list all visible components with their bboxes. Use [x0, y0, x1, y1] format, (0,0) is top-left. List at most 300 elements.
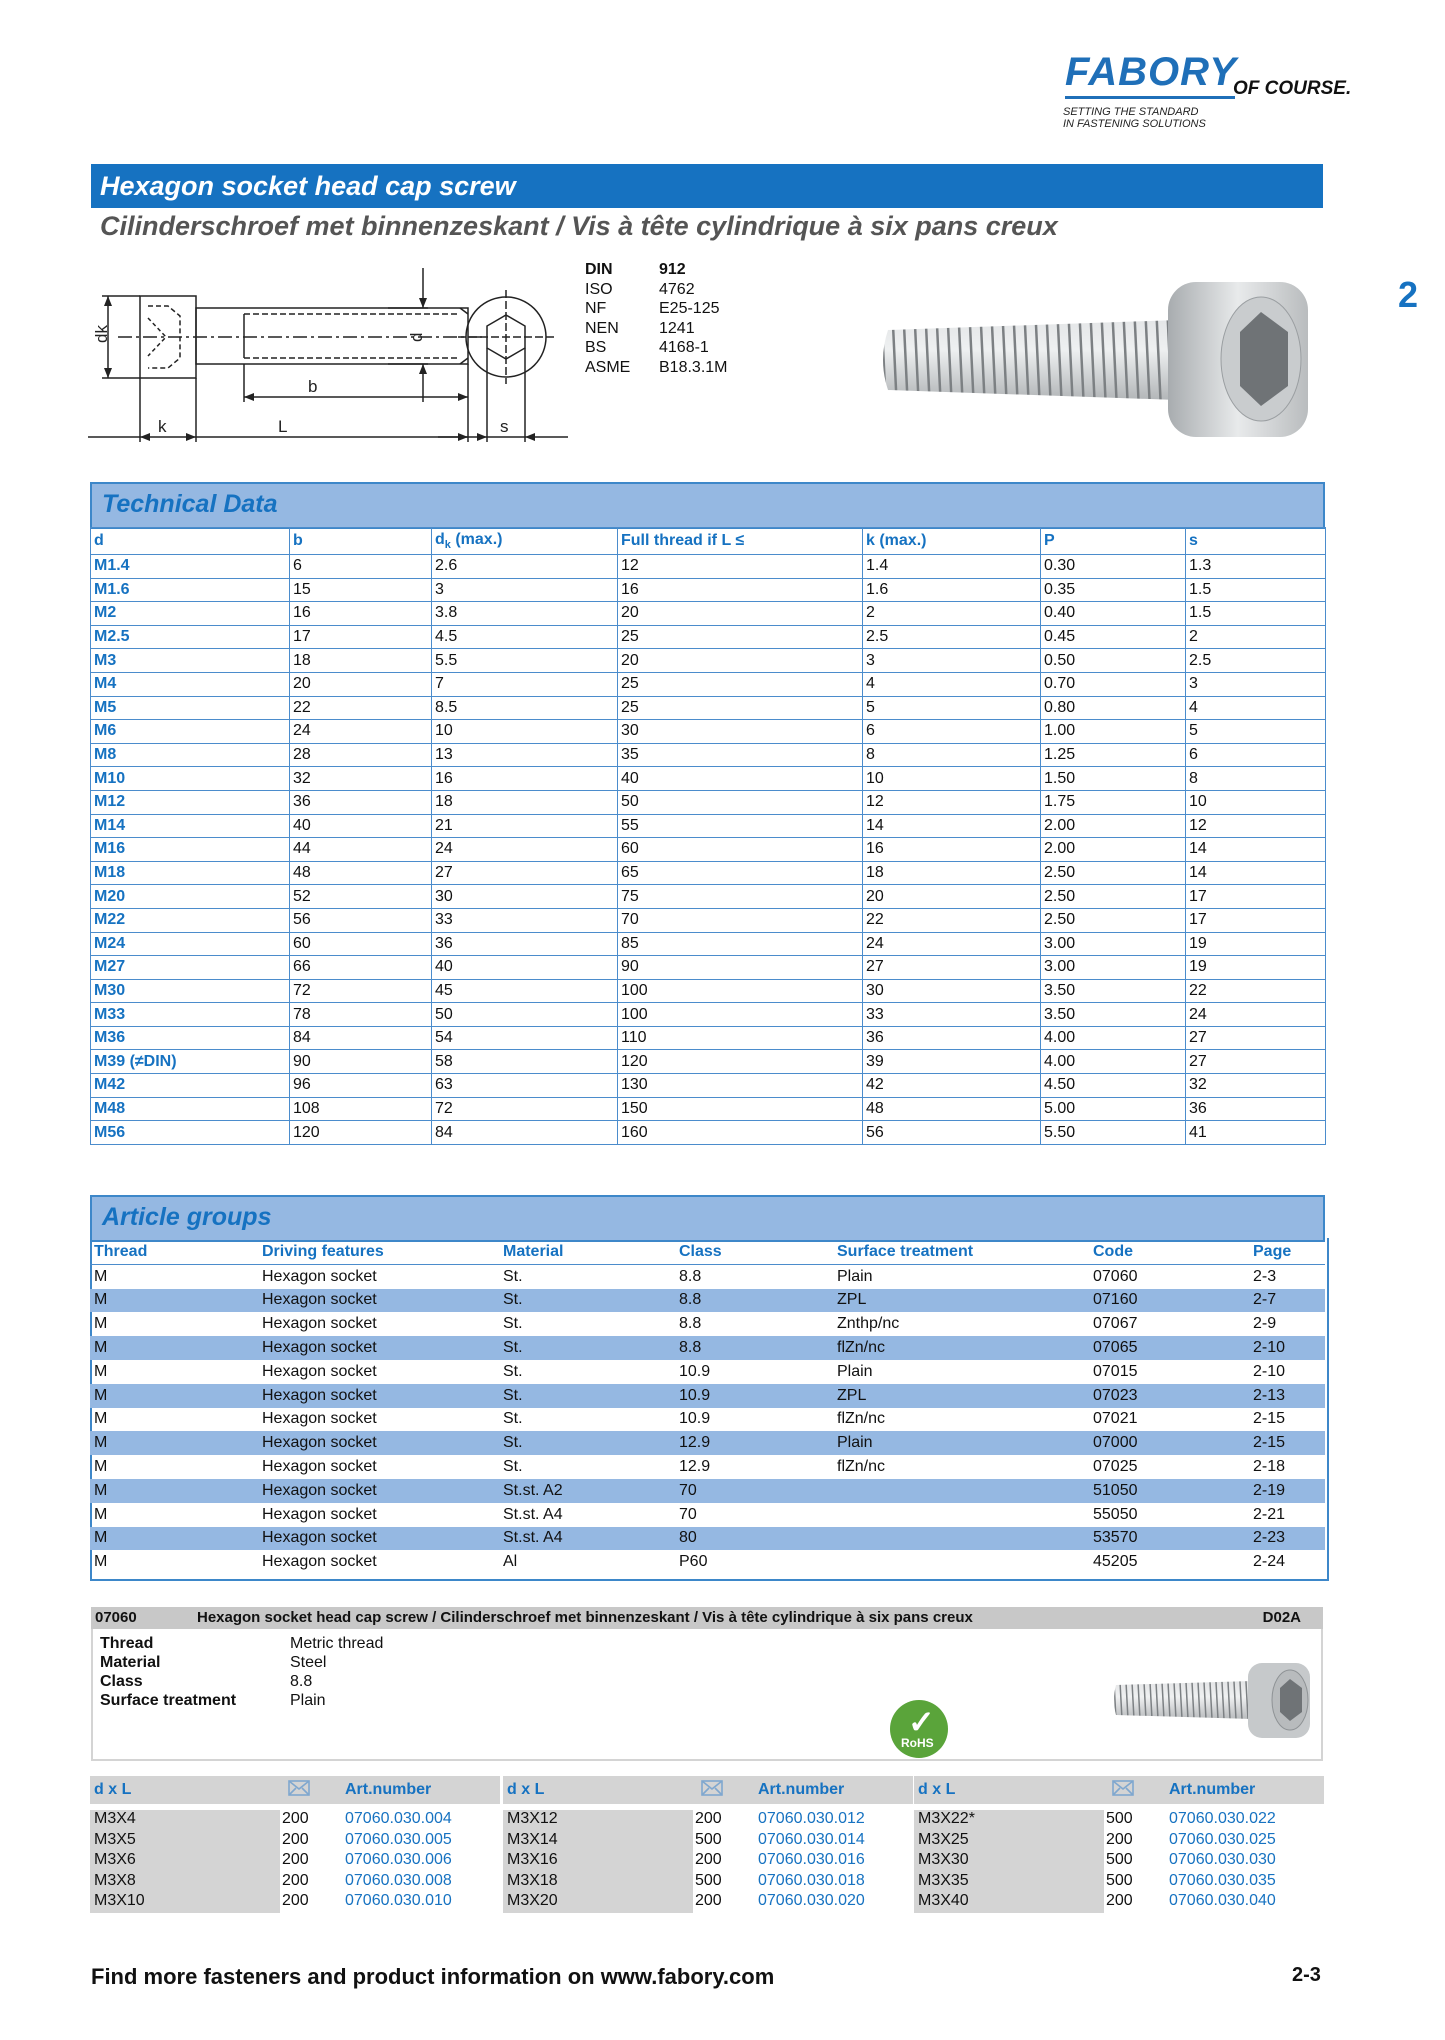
table-cell: 33 [863, 1003, 1041, 1027]
table-cell: M42 [91, 1074, 290, 1098]
table-cell: M14 [91, 814, 290, 838]
table-cell: 1.75 [1041, 790, 1186, 814]
section-number: 2 [1398, 274, 1419, 315]
table-cell: 19 [1186, 932, 1326, 956]
label-d: d [407, 332, 426, 342]
logo-tagline-line-1: SETTING THE STANDARD [1063, 106, 1199, 118]
table-cell: Hexagon socket [258, 1384, 499, 1408]
table-cell: 0.30 [1041, 555, 1186, 579]
table-row [91, 1121, 1326, 1145]
table-cell: 3.50 [1041, 1003, 1186, 1027]
list-item[interactable] [914, 1872, 1324, 1893]
size-header: d x L [507, 1781, 545, 1798]
table-cell: 84 [290, 1026, 432, 1050]
table-row[interactable] [90, 1455, 1325, 1479]
table-cell: 150 [618, 1097, 863, 1121]
table-cell: ZPL [833, 1384, 1089, 1408]
technical-drawing [88, 252, 578, 452]
property-row [100, 1634, 383, 1653]
label-s: s [500, 417, 509, 436]
table-cell: 65 [618, 861, 863, 885]
art-number-link[interactable]: 07060.030.022 [1169, 1810, 1276, 1827]
table-cell: M18 [91, 861, 290, 885]
table-cell: 2.50 [1041, 885, 1186, 909]
table-cell: Hexagon socket [258, 1431, 499, 1455]
table-cell: M2.5 [91, 625, 290, 649]
article-number-header [90, 1776, 500, 1804]
rohs-badge [890, 1700, 948, 1758]
table-cell: 3.50 [1041, 979, 1186, 1003]
page-subtitle: Cilinderschroef met binnenzeskant / Vis à tête cylindrique à six pans creux [100, 211, 1058, 241]
column-header: P [1041, 528, 1186, 555]
table-cell: 33 [432, 908, 618, 932]
art-number-link[interactable]: 07060.030.008 [345, 1871, 452, 1889]
table-cell: 2.5 [863, 625, 1041, 649]
size-cell: M3X40 [914, 1892, 1104, 1913]
table-cell: 18 [290, 649, 432, 673]
quantity-cell: 200 [695, 1810, 722, 1827]
property-row [100, 1653, 383, 1672]
size-cell: M3X22* [914, 1810, 1104, 1831]
table-cell: 30 [863, 979, 1041, 1003]
table-cell: 27 [1186, 1026, 1326, 1050]
logo-tagline [1063, 106, 1206, 130]
table-cell: M [90, 1336, 258, 1360]
table-cell: 15 [290, 578, 432, 602]
table-cell: 48 [290, 861, 432, 885]
table-cell: 3 [1186, 672, 1326, 696]
list-item[interactable] [503, 1872, 913, 1893]
table-row [91, 767, 1326, 791]
size-cell: M3X6 [90, 1851, 280, 1872]
standard-name: NF [585, 300, 607, 317]
table-cell: 12 [863, 790, 1041, 814]
table-cell: 41 [1186, 1121, 1326, 1145]
table-cell: 72 [432, 1097, 618, 1121]
quantity-cell: 500 [1106, 1871, 1133, 1889]
table-cell: 07025 [1093, 1458, 1138, 1476]
property-row [100, 1691, 383, 1710]
property-value: Metric thread [290, 1635, 384, 1652]
table-cell: 25 [618, 625, 863, 649]
standard-row [585, 338, 727, 358]
table-row[interactable] [90, 1264, 1325, 1288]
table-cell: 75 [618, 885, 863, 909]
table-cell: 12 [618, 555, 863, 579]
table-cell: 120 [290, 1121, 432, 1145]
table-cell: 16 [618, 578, 863, 602]
quantity-cell: 500 [1106, 1810, 1133, 1827]
envelope-icon [701, 1779, 723, 1802]
table-cell: 2.6 [432, 555, 618, 579]
table-row [91, 1074, 1326, 1098]
footer-text: Find more fasteners and product information on www.fabory.com [91, 1964, 775, 1989]
table-cell: 2-10 [1249, 1336, 1325, 1360]
table-cell: St. [499, 1289, 675, 1313]
list-item[interactable] [503, 1831, 913, 1852]
list-item[interactable] [90, 1831, 500, 1852]
product-screw-photo [1112, 1663, 1312, 1738]
table-cell: 20 [618, 602, 863, 626]
property-value: Steel [290, 1654, 327, 1671]
table-cell: M [90, 1289, 258, 1313]
standard-value: 4762 [659, 280, 695, 298]
art-number-link[interactable]: 07060.030.004 [345, 1810, 452, 1827]
art-number-link[interactable]: 07060.030.030 [1169, 1851, 1276, 1868]
table-cell: 55 [618, 814, 863, 838]
table-cell: 18 [863, 861, 1041, 885]
table-cell: 2-23 [1249, 1527, 1325, 1551]
drawing-shank [196, 308, 468, 364]
table-cell: 63 [432, 1074, 618, 1098]
quantity-cell: 200 [282, 1830, 309, 1848]
label-k: k [158, 417, 167, 436]
column-header: Page [1249, 1240, 1325, 1264]
list-item[interactable] [503, 1810, 913, 1831]
size-header: d x L [918, 1781, 956, 1798]
table-cell: 56 [290, 908, 432, 932]
table-cell: 1.5 [1186, 602, 1326, 626]
table-cell: Plain [833, 1431, 1089, 1455]
table-row [91, 1026, 1326, 1050]
table-row[interactable] [90, 1479, 1325, 1503]
list-item[interactable] [914, 1892, 1324, 1913]
table-cell: 12.9 [679, 1458, 711, 1476]
table-row [91, 625, 1326, 649]
size-cell: M3X16 [503, 1851, 693, 1872]
table-cell: 0.50 [1041, 649, 1186, 673]
table-cell: 07067 [1093, 1315, 1138, 1333]
table-cell: 10.9 [675, 1384, 833, 1408]
table-cell [833, 1503, 1089, 1527]
table-cell: 20 [290, 672, 432, 696]
table-cell: 14 [1186, 838, 1326, 862]
column-header: d [91, 528, 290, 555]
table-cell: St. [499, 1431, 675, 1455]
table-cell: 45 [432, 979, 618, 1003]
art-number-link[interactable]: 07060.030.014 [758, 1830, 865, 1848]
table-cell: 70 [618, 908, 863, 932]
list-item[interactable] [914, 1851, 1324, 1872]
table-cell: 36 [863, 1026, 1041, 1050]
logo-tagline-line-2: IN FASTENING SOLUTIONS [1063, 118, 1206, 130]
table-cell: St. [503, 1362, 523, 1380]
table-cell: M33 [91, 1003, 290, 1027]
table-cell: 24 [432, 838, 618, 862]
table-cell: Hexagon socket [262, 1362, 377, 1380]
table-cell: 18 [432, 790, 618, 814]
page-number: 2-3 [1292, 1964, 1321, 1986]
table-cell: 110 [618, 1026, 863, 1050]
table-cell: 42 [863, 1074, 1041, 1098]
table-row[interactable] [90, 1312, 1325, 1336]
table-cell: M1.4 [91, 555, 290, 579]
table-cell: 60 [618, 838, 863, 862]
property-row [100, 1672, 383, 1691]
table-cell: 56 [863, 1121, 1041, 1145]
table-cell: 1.4 [863, 555, 1041, 579]
table-cell: 2.5 [1186, 649, 1326, 673]
table-cell: 1.3 [1186, 555, 1326, 579]
table-cell: St.st. A2 [499, 1479, 675, 1503]
column-header: Driving features [258, 1240, 499, 1264]
table-cell: 84 [432, 1121, 618, 1145]
art-number-link[interactable]: 07060.030.010 [345, 1892, 452, 1909]
table-row [91, 672, 1326, 696]
table-cell: 8.8 [679, 1267, 702, 1285]
table-cell: St. [503, 1410, 523, 1428]
table-cell: 14 [1186, 861, 1326, 885]
table-cell: 100 [618, 979, 863, 1003]
table-cell: M3 [91, 649, 290, 673]
table-cell: 6 [290, 555, 432, 579]
table-cell: 3 [863, 649, 1041, 673]
table-cell: 1.5 [1186, 578, 1326, 602]
standard-row [585, 299, 727, 319]
size-cell: M3X10 [90, 1892, 280, 1913]
table-cell: 90 [290, 1050, 432, 1074]
column-header: Surface treatment [833, 1240, 1089, 1264]
table-cell: Hexagon socket [262, 1553, 377, 1571]
label-b: b [308, 377, 318, 396]
table-cell: Hexagon socket [258, 1527, 499, 1551]
article-number-column [914, 1776, 1324, 1913]
table-row[interactable] [90, 1503, 1325, 1527]
size-cell: M3X18 [503, 1872, 693, 1893]
list-item[interactable] [90, 1851, 500, 1872]
list-item[interactable] [90, 1810, 500, 1831]
table-cell: Hexagon socket [258, 1289, 499, 1313]
table-cell: 108 [290, 1097, 432, 1121]
table-row[interactable] [90, 1384, 1325, 1408]
standard-name: ASME [585, 358, 631, 376]
table-cell: M [90, 1527, 258, 1551]
table-cell: 16 [290, 602, 432, 626]
table-cell: 21 [432, 814, 618, 838]
table-cell: 07000 [1089, 1431, 1249, 1455]
table-cell: M16 [91, 838, 290, 862]
standard-row [585, 260, 727, 280]
list-item[interactable] [914, 1810, 1324, 1831]
table-cell: 6 [863, 720, 1041, 744]
table-cell: M [94, 1267, 108, 1285]
table-cell: 53570 [1089, 1527, 1249, 1551]
art-number-link[interactable]: 07060.030.006 [345, 1851, 452, 1868]
product-properties [100, 1634, 383, 1710]
art-number-link[interactable]: 07060.030.012 [758, 1810, 865, 1827]
table-cell: 8.8 [679, 1315, 702, 1333]
table-cell: 40 [432, 956, 618, 980]
table-cell: 13 [432, 743, 618, 767]
table-cell: 07015 [1093, 1362, 1138, 1380]
table-cell: Hexagon socket [262, 1458, 377, 1476]
table-cell: M22 [91, 908, 290, 932]
table-cell: 85 [618, 932, 863, 956]
table-cell: 0.40 [1041, 602, 1186, 626]
table-cell: 4.00 [1041, 1050, 1186, 1074]
table-cell [833, 1550, 1089, 1574]
table-cell: 2.00 [1041, 838, 1186, 862]
table-row [91, 578, 1326, 602]
table-cell: Plain [837, 1362, 873, 1380]
table-row [91, 1050, 1326, 1074]
table-cell: M [94, 1410, 108, 1428]
quantity-cell: 200 [1106, 1830, 1133, 1848]
table-cell: 2-21 [1253, 1505, 1286, 1523]
table-row [91, 1097, 1326, 1121]
table-row[interactable] [90, 1527, 1325, 1551]
list-item[interactable] [503, 1892, 913, 1913]
table-cell: M12 [91, 790, 290, 814]
art-number-header: Art.number [1169, 1781, 1256, 1798]
article-groups-heading [90, 1195, 1325, 1242]
size-cell: M3X35 [914, 1872, 1104, 1893]
property-name: Material [100, 1654, 161, 1671]
table-cell: 22 [863, 908, 1041, 932]
table-row[interactable] [90, 1289, 1325, 1313]
quantity-cell: 200 [695, 1892, 722, 1909]
table-cell: 2-3 [1253, 1267, 1277, 1285]
table-cell: 2-15 [1249, 1431, 1325, 1455]
product-ref: D02A [1262, 1609, 1301, 1626]
table-row[interactable] [90, 1336, 1325, 1360]
quantity-cell: 200 [1106, 1892, 1133, 1909]
table-row [91, 838, 1326, 862]
list-item[interactable] [90, 1872, 500, 1893]
table-cell: 17 [290, 625, 432, 649]
table-row[interactable] [90, 1550, 1325, 1574]
table-cell: 25 [618, 672, 863, 696]
table-row [91, 861, 1326, 885]
table-cell: 80 [675, 1527, 833, 1551]
table-cell: M1.6 [91, 578, 290, 602]
table-cell: 70 [679, 1505, 697, 1523]
size-cell: M3X4 [90, 1810, 280, 1831]
label-dk: dk [92, 325, 111, 343]
table-cell: 16 [432, 767, 618, 791]
list-item[interactable] [914, 1831, 1324, 1852]
table-cell: 100 [618, 1003, 863, 1027]
table-cell: 8 [863, 743, 1041, 767]
logo-underline [1065, 96, 1235, 99]
table-row [91, 720, 1326, 744]
table-cell: M2 [91, 602, 290, 626]
column-header: $d_k$ (max.) [432, 528, 618, 555]
table-cell: 8 [1186, 767, 1326, 791]
art-number-link[interactable]: 07060.030.018 [758, 1871, 865, 1889]
art-number-link[interactable]: 07060.030.020 [758, 1892, 865, 1909]
table-cell: 7 [432, 672, 618, 696]
standard-name: ISO [585, 280, 613, 298]
table-cell: Hexagon socket [262, 1315, 377, 1333]
table-cell: 55050 [1093, 1505, 1138, 1523]
table-row[interactable] [90, 1360, 1325, 1384]
table-cell: 1.6 [863, 578, 1041, 602]
standard-name: DIN [585, 261, 613, 278]
article-groups-header-row [90, 1240, 1325, 1264]
table-row [91, 696, 1326, 720]
standard-row [585, 358, 727, 378]
table-cell: 2-24 [1253, 1553, 1286, 1571]
table-cell: St. [503, 1458, 523, 1476]
table-cell: 10 [1186, 790, 1326, 814]
article-groups-table [90, 1240, 1325, 1574]
table-cell: 32 [290, 767, 432, 791]
table-cell: 2 [863, 602, 1041, 626]
table-cell: 0.70 [1041, 672, 1186, 696]
table-cell: M4 [91, 672, 290, 696]
table-row[interactable] [90, 1431, 1325, 1455]
table-cell: 96 [290, 1074, 432, 1098]
table-cell: 07023 [1089, 1384, 1249, 1408]
article-number-header [914, 1776, 1324, 1804]
table-cell: 16 [863, 838, 1041, 862]
table-cell: 1.00 [1041, 720, 1186, 744]
art-number-link[interactable]: 07060.030.035 [1169, 1871, 1276, 1889]
article-number-list [503, 1810, 913, 1913]
art-number-link[interactable]: 07060.030.040 [1169, 1892, 1276, 1909]
property-name: Class [100, 1673, 143, 1690]
table-cell: 2-18 [1253, 1458, 1286, 1476]
standards-list [585, 260, 727, 377]
size-cell: M3X8 [90, 1872, 280, 1893]
table-row[interactable] [90, 1408, 1325, 1432]
standard-value: B18.3.1M [659, 358, 728, 376]
table-cell: M56 [91, 1121, 290, 1145]
list-item[interactable] [90, 1892, 500, 1913]
column-header: Material [499, 1240, 675, 1264]
article-number-column [90, 1776, 500, 1913]
table-cell: 0.35 [1041, 578, 1186, 602]
table-cell: 50 [432, 1003, 618, 1027]
quantity-cell: 200 [695, 1851, 722, 1868]
page-title: Hexagon socket head cap screw [100, 171, 516, 201]
table-cell: Hexagon socket [262, 1267, 377, 1285]
table-row [91, 885, 1326, 909]
table-cell: 5 [1186, 720, 1326, 744]
column-header: Code [1089, 1240, 1249, 1264]
table-cell: M8 [91, 743, 290, 767]
art-number-link[interactable]: 07060.030.005 [345, 1830, 452, 1848]
fabory-logo [1055, 50, 1355, 140]
table-cell: 20 [618, 649, 863, 673]
column-header: k (max.) [863, 528, 1041, 555]
table-cell: 2-13 [1249, 1384, 1325, 1408]
table-cell: M10 [91, 767, 290, 791]
table-cell: 8.8 [675, 1336, 833, 1360]
table-row [91, 1003, 1326, 1027]
table-row [91, 555, 1326, 579]
table-cell: 27 [432, 861, 618, 885]
standard-row [585, 280, 727, 300]
table-cell: St. [503, 1315, 523, 1333]
table-cell: 0.80 [1041, 696, 1186, 720]
standard-row [585, 319, 727, 339]
table-cell: 5.50 [1041, 1121, 1186, 1145]
standard-name: BS [585, 339, 607, 356]
art-number-link[interactable]: 07060.030.025 [1169, 1830, 1276, 1848]
table-cell: 70 [675, 1479, 833, 1503]
standard-value: E25-125 [659, 300, 720, 317]
table-cell: St.st. A4 [499, 1527, 675, 1551]
property-value: Plain [290, 1692, 326, 1709]
table-cell: 60 [290, 932, 432, 956]
article-number-header [503, 1776, 913, 1804]
art-number-link[interactable]: 07060.030.016 [758, 1851, 865, 1868]
list-item[interactable] [503, 1851, 913, 1872]
table-cell: 07065 [1089, 1336, 1249, 1360]
size-cell: M3X5 [90, 1831, 280, 1852]
